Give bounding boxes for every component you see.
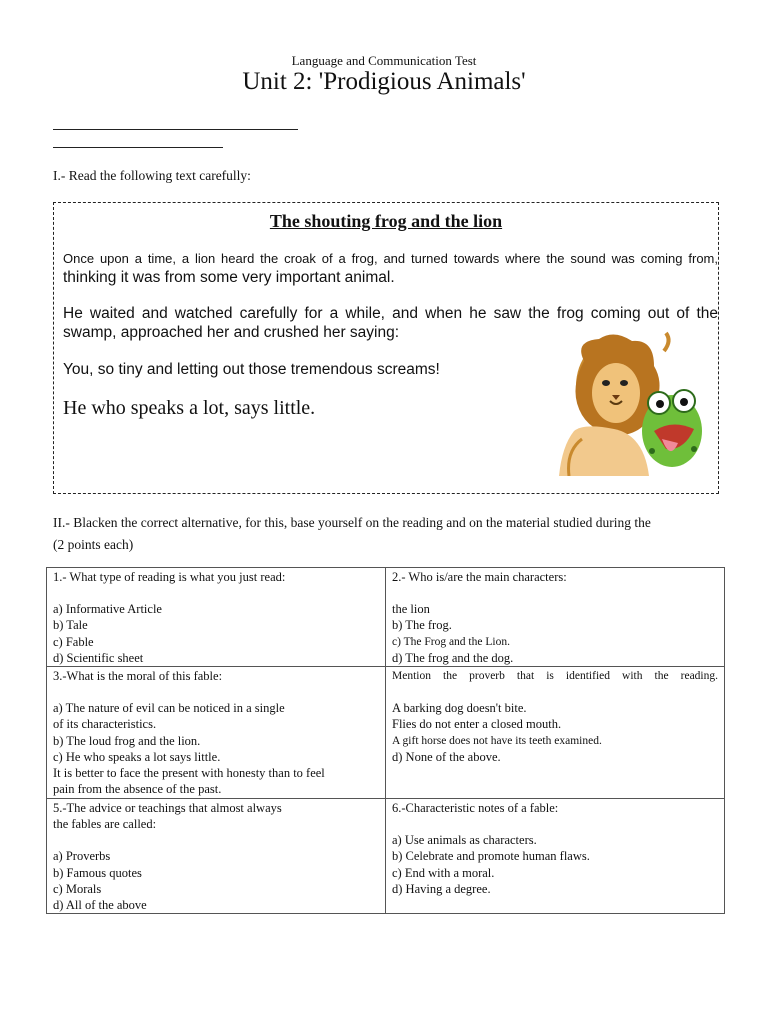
question-5-prompt-line-2: the fables are called: bbox=[53, 817, 157, 832]
section-2-points: (2 points each) bbox=[53, 537, 134, 552]
test-title: Language and Communication Test bbox=[291, 53, 477, 68]
lion-and-frog-illustration-icon bbox=[554, 331, 704, 476]
question-1-option-a[interactable]: a) Informative Article bbox=[53, 602, 162, 617]
question-2-cell bbox=[386, 568, 725, 667]
question-3-option-c[interactable]: c) He who speaks a lot says little. bbox=[53, 749, 221, 764]
question-4-option-c[interactable]: A gift horse does not have its teeth examined. bbox=[392, 734, 602, 747]
question-5-option-a[interactable]: a) Proverbs bbox=[53, 849, 111, 864]
moral-text: He who speaks a lot, says little. bbox=[63, 397, 316, 419]
question-4-prompt: Mention the proverb that is identified with the reading. bbox=[392, 670, 718, 683]
question-2-prompt: 2.- Who is/are the main characters: bbox=[392, 570, 567, 584]
question-5-option-b[interactable]: b) Famous quotes bbox=[53, 865, 142, 880]
question-5-cell bbox=[47, 799, 386, 914]
question-6-option-a[interactable]: a) Use animals as characters. bbox=[392, 833, 537, 848]
question-3-option-a-cont: of its characteristics. bbox=[53, 717, 157, 732]
paragraph-3: You, so tiny and letting out those tremendous screams! bbox=[63, 361, 440, 378]
question-3-option-a[interactable]: a) The nature of evil can be noticed in a single bbox=[53, 701, 285, 716]
question-4-option-b[interactable]: Flies do not enter a closed mouth. bbox=[392, 717, 562, 732]
section-2-instruction: II.- Blacken the correct alternative, for this, base yourself on the reading and on the material studied during the bbox=[53, 515, 651, 530]
question-5-prompt-line-1: 5.-The advice or teachings that almost always bbox=[53, 801, 282, 816]
paragraph-2-line-2: swamp, approached her and crushed her saying: bbox=[63, 324, 400, 341]
name-blank-line[interactable] bbox=[53, 129, 298, 130]
question-2-option-c[interactable]: c) The Frog and the Lion. bbox=[392, 635, 510, 648]
question-3-prompt: 3.-What is the moral of this fable: bbox=[53, 669, 223, 684]
question-3-option-d[interactable]: It is better to face the present with honesty than to feel bbox=[53, 766, 325, 781]
paragraph-1-line-1: Once upon a time, a lion heard the croak of a frog, and turned towards where the sound was coming from, bbox=[63, 251, 718, 266]
question-3-option-b[interactable]: b) The loud frog and the lion. bbox=[53, 733, 201, 748]
unit-title: Unit 2: 'Prodigious Animals' bbox=[242, 68, 526, 95]
question-2-option-a[interactable]: the lion bbox=[392, 602, 430, 617]
question-1-cell bbox=[47, 568, 386, 667]
question-6-cell bbox=[386, 799, 725, 914]
question-1-prompt: 1.- What type of reading is what you just read: bbox=[53, 570, 286, 584]
story-title: The shouting frog and the lion bbox=[269, 211, 503, 231]
question-6-prompt: 6.-Characteristic notes of a fable: bbox=[392, 801, 559, 816]
question-6-option-d[interactable]: d) Having a degree. bbox=[392, 881, 491, 896]
date-blank-line[interactable] bbox=[53, 147, 223, 148]
question-5-option-c[interactable]: c) Morals bbox=[53, 881, 102, 896]
paragraph-2-line-1: He waited and watched carefully for a while, and when he saw the frog coming out of the bbox=[63, 305, 718, 322]
question-3-cell bbox=[47, 667, 386, 799]
question-1-option-d[interactable]: d) Scientific sheet bbox=[53, 650, 144, 665]
question-4-cell bbox=[386, 667, 725, 799]
question-5-option-d[interactable]: d) All of the above bbox=[53, 898, 147, 913]
question-6-option-b[interactable]: b) Celebrate and promote human flaws. bbox=[392, 849, 590, 864]
question-1-option-b[interactable]: b) Tale bbox=[53, 618, 88, 633]
question-1-option-c[interactable]: c) Fable bbox=[53, 634, 94, 649]
section-1-instruction: I.- Read the following text carefully: bbox=[53, 168, 251, 183]
paragraph-1-line-2: thinking it was from some very important animal. bbox=[63, 269, 395, 286]
question-4-option-a[interactable]: A barking dog doesn't bite. bbox=[392, 701, 527, 716]
question-2-option-d[interactable]: d) The frog and the dog. bbox=[392, 650, 514, 665]
question-2-option-b[interactable]: b) The frog. bbox=[392, 618, 452, 633]
questions-table bbox=[46, 567, 725, 914]
question-6-option-c[interactable]: c) End with a moral. bbox=[392, 865, 495, 880]
question-3-option-d-cont: pain from the absence of the past. bbox=[53, 782, 222, 797]
question-4-option-d[interactable]: d) None of the above. bbox=[392, 749, 501, 764]
paragraph-1 bbox=[63, 249, 718, 287]
reading-box bbox=[53, 202, 719, 494]
